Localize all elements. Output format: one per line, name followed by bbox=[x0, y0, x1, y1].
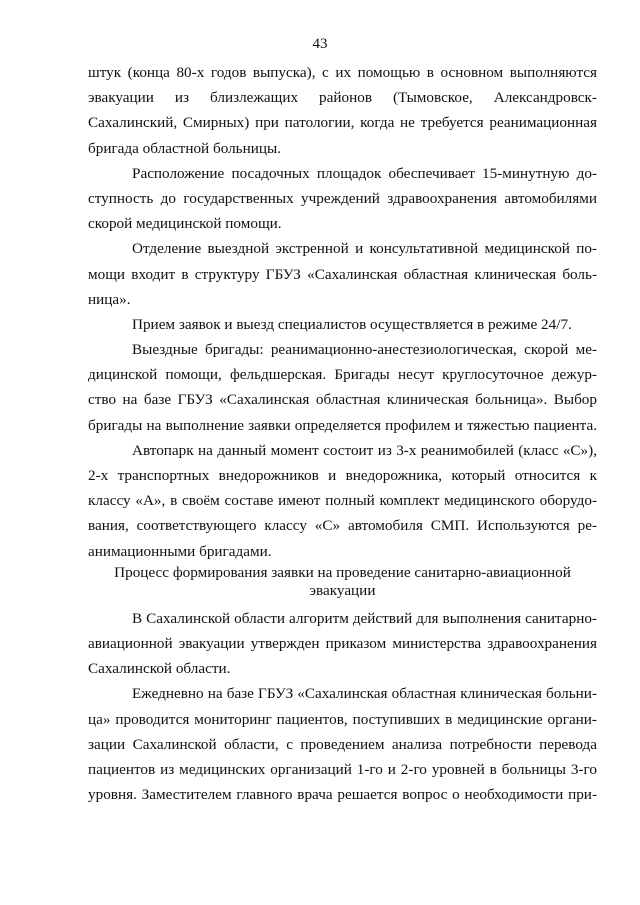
document-body bbox=[88, 60, 597, 807]
text-line: Сахалинский, Смирных) при патологии, когда не требуется реанимационная bbox=[88, 114, 597, 132]
text-line: Сахалинской области. bbox=[88, 660, 231, 678]
text-line: пациентов из медицинских организаций 1-го и 2-го уровней в больницы 3-го bbox=[88, 760, 597, 778]
text-line: зации Сахалинской области, с проведением анализа потребности перевода bbox=[88, 735, 597, 753]
text-line: скорой медицинской помощи. bbox=[88, 215, 282, 233]
text-line: штук (конца 80-х годов выпуска), с их помощью в основном выполняются bbox=[88, 64, 597, 81]
text-line: бригада областной больницы. bbox=[88, 139, 281, 157]
text-line: Автопарк на данный момент состоит из 3-х реанимобилей (класс «С»), bbox=[132, 441, 597, 459]
page-number: 43 bbox=[312, 36, 328, 52]
text-line: Расположение посадочных площадок обеспечивает 15-минутную до- bbox=[132, 164, 597, 182]
text-line: ступность до государственных учреждений здравоохранения автомобилями bbox=[88, 189, 597, 207]
text-line: ница». bbox=[88, 290, 131, 308]
section-heading-line: Процесс формирования заявки на проведение санитарно-авиационной bbox=[114, 563, 571, 581]
text-line: ство на базе ГБУЗ «Сахалинская областная клиническая больница». Выбор bbox=[88, 391, 597, 409]
text-line: Прием заявок и выезд специалистов осуществляется в режиме 24/7. bbox=[132, 315, 572, 333]
text-line: ца» проводится мониторинг пациентов, поступивших в медицинские органи- bbox=[88, 710, 597, 728]
text-line: бригады на выполнение заявки определяется профилем и тяжестью пациента. bbox=[88, 416, 597, 434]
text-line: дицинской помощи, фельдшерская. Бригады несут круглосуточное дежур- bbox=[88, 366, 597, 384]
text-line: классу «А», в своём составе имеют полный комплект медицинского оборудо- bbox=[88, 492, 597, 510]
text-line: 2-х транспортных внедорожников и внедорожника, который относится к bbox=[88, 467, 597, 484]
text-line: анимационными бригадами. bbox=[88, 542, 272, 560]
text-line: авиационной эвакуации утвержден приказом министерства здравоохранения bbox=[88, 634, 597, 652]
text-line: Отделение выездной экстренной и консультативной медицинской по- bbox=[132, 240, 597, 258]
text-line: В Сахалинской области алгоритм действий для выполнения санитарно- bbox=[132, 609, 597, 627]
text-line: уровня. Заместителем главного врача решается вопрос о необходимости при- bbox=[88, 786, 597, 804]
text-line: Выездные бригады: реанимационно-анестезиологическая, скорой ме- bbox=[132, 341, 597, 359]
text-line: мощи входит в структуру ГБУЗ «Сахалинская областная клиническая боль- bbox=[88, 265, 597, 283]
text-line: вания, соответствующего классу «С» автомобиля СМП. Используются ре- bbox=[88, 517, 597, 535]
text-line: эвакуации из близлежащих районов (Тымовское, Александровск- bbox=[88, 89, 597, 107]
section-heading-line: эвакуации bbox=[309, 581, 376, 599]
text-line: Ежедневно на базе ГБУЗ «Сахалинская областная клиническая больни- bbox=[132, 685, 597, 703]
